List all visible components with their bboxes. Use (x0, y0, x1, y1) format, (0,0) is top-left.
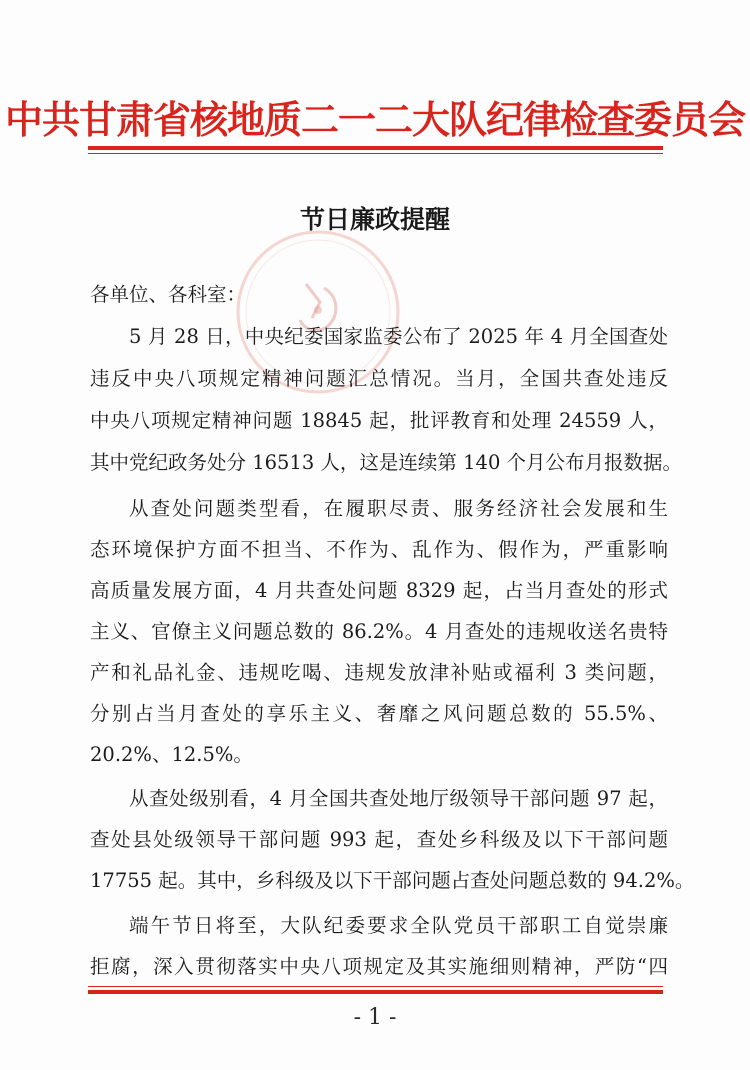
salutation: 各单位、各科室： (90, 283, 247, 306)
paragraph-line: 20.2%、12.5%。 (90, 743, 253, 766)
paragraph-line: 分别占当月查处的享乐主义、奢靡之风问题总数的 55.5%、 (90, 702, 668, 725)
document-title: 节日廉政提醒 (299, 205, 450, 234)
paragraph-line: 从查处问题类型看，在履职尽责、服务经济社会发展和生 (129, 497, 668, 520)
paragraph-line: 主义、官僚主义问题总数的 86.2%。4 月查处的违规收送名贵特 (90, 620, 668, 643)
header-rule-thin (88, 153, 663, 154)
org-title: 中共甘肃省核地质二一二大队纪律检查委员会 (4, 97, 745, 142)
paragraph-line: 5 月 28 日，中央纪委国家监委公布了 2025 年 4 月全国查处 (129, 325, 668, 348)
paragraph-line: 违反中央八项规定精神问题汇总情况。当月，全国共查处违反 (90, 367, 668, 390)
paragraph-line: 高质量发展方面，4 月共查处问题 8329 起，占当月查处的形式 (90, 579, 668, 602)
footer-rule-thin (88, 986, 663, 987)
page-number: - 1 - (353, 1005, 397, 1030)
paragraph-line: 拒腐，深入贯彻落实中央八项规定及其实施细则精神，严防“四 (90, 955, 668, 978)
paragraph-line: 其中党纪政务处分 16513 人，这是连续第 140 个月公布月报数据。 (90, 451, 683, 474)
paragraph-line: 产和礼品礼金、违规吃喝、违规发放津补贴或福利 3 类问题， (90, 661, 668, 684)
footer-rule-thick (88, 990, 663, 994)
paragraph-line: 态环境保护方面不担当、不作为、乱作为、假作为，严重影响 (90, 538, 668, 561)
paragraph-line: 查处县处级领导干部问题 993 起，查处乡科级及以下干部问题 (90, 828, 668, 851)
paragraph-line: 17755 起。其中，乡科级及以下干部问题占查处问题总数的 94.2%。 (90, 869, 695, 892)
paragraph-line: 中央八项规定精神问题 18845 起，批评教育和处理 24559 人， (90, 409, 668, 432)
paragraph-line: 端午节日将至，大队纪委要求全队党员干部职工自觉崇廉 (129, 914, 668, 937)
header-rule-thick (88, 146, 663, 150)
paragraph-line: 从查处级别看，4 月全国共查处地厅级领导干部问题 97 起， (129, 787, 668, 810)
